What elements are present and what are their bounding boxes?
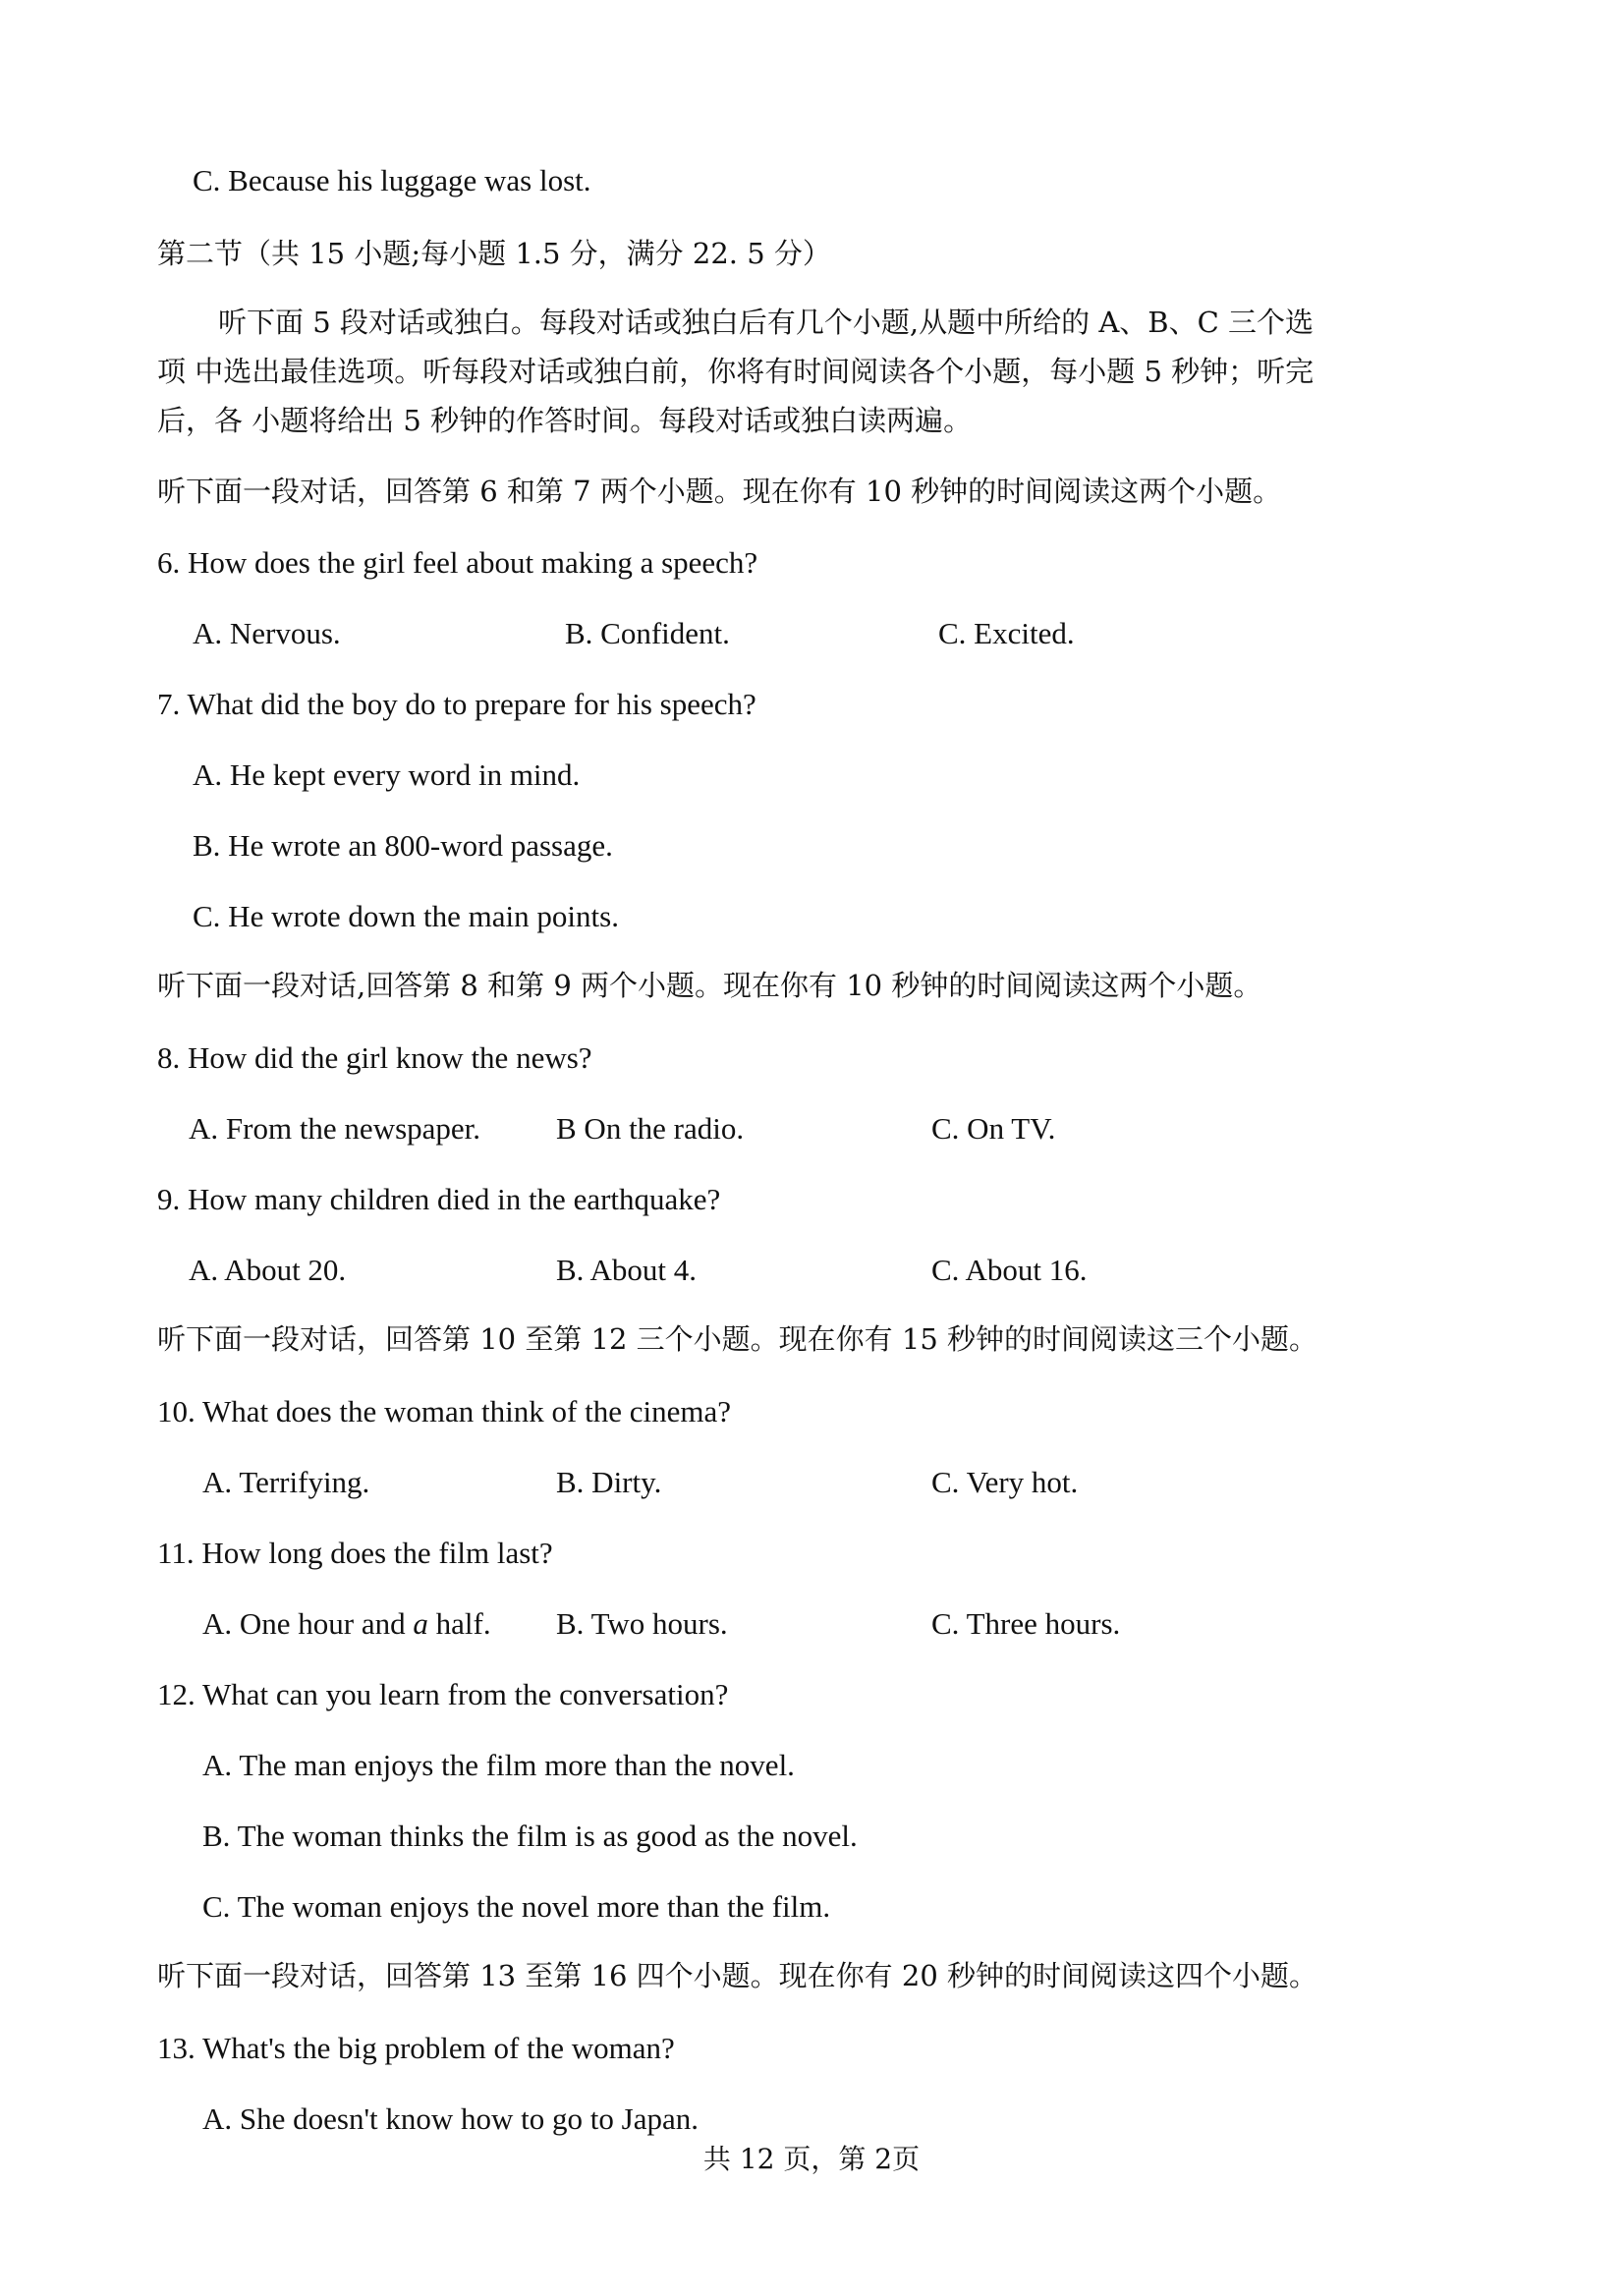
dialogue-intro-10-12: 听下面一段对话，回答第 10 至第 12 三个小题。现在你有 15 秒钟的时间阅读这三个小题。 — [157, 1322, 1318, 1356]
q11-option-a-text-2: half. — [427, 1606, 491, 1641]
question-13: 13. What's the big problem of the woman? — [157, 2031, 675, 2065]
q12-option-b: B. The woman thinks the film is as good as the novel. — [202, 1819, 858, 1853]
q10-option-b: B. Dirty. — [556, 1465, 662, 1499]
question-7: 7. What did the boy do to prepare for his speech? — [157, 687, 756, 721]
q9-option-c: C. About 16. — [931, 1253, 1088, 1287]
q11-option-a-italic: a — [413, 1606, 428, 1641]
instructions-line-2: 项 中选出最佳选项。听每段对话或独白前，你将有时间阅读各个小题，每小题 5 秒钟；听完 — [157, 355, 1315, 388]
question-11: 11. How long does the film last? — [157, 1536, 553, 1570]
q8-option-a: A. From the newspaper. — [189, 1111, 481, 1146]
instructions-line-1: 听下面 5 段对话或独白。每段对话或独白后有几个小题,从题中所给的 A、B、C 三个选 — [218, 306, 1314, 339]
q8-option-c: C. On TV. — [931, 1111, 1056, 1146]
q12-option-c: C. The woman enjoys the novel more than the film. — [202, 1889, 831, 1924]
dialogue-intro-8-9: 听下面一段对话,回答第 8 和第 9 两个小题。现在你有 10 秒钟的时间阅读这两个小题。 — [157, 969, 1262, 1002]
q9-option-b: B. About 4. — [556, 1253, 697, 1287]
question-8: 8. How did the girl know the news? — [157, 1040, 592, 1075]
q7-option-a: A. He kept every word in mind. — [193, 757, 581, 792]
section-heading: 第二节（共 15 小题;每小题 1.5 分，满分 22. 5 分） — [157, 237, 831, 270]
q7-option-c: C. He wrote down the main points. — [193, 899, 619, 933]
question-10: 10. What does the woman think of the cinema? — [157, 1394, 731, 1428]
q8-option-b: B On the radio. — [556, 1111, 745, 1146]
q11-option-a-text-1: A. One hour and — [202, 1606, 414, 1641]
q5-option-c: C. Because his luggage was lost. — [193, 163, 591, 197]
page-footer: 共 12 页，第 2页 — [702, 2143, 921, 2175]
question-12: 12. What can you learn from the conversation? — [157, 1677, 729, 1711]
q11-option-c: C. Three hours. — [931, 1606, 1121, 1641]
q9-option-a: A. About 20. — [189, 1253, 347, 1287]
q12-option-a: A. The man enjoys the film more than the novel. — [202, 1748, 795, 1782]
q10-option-a: A. Terrifying. — [202, 1465, 370, 1499]
q6-option-a: A. Nervous. — [193, 616, 341, 650]
q13-option-a: A. She doesn't know how to go to Japan. — [202, 2101, 699, 2136]
q10-option-c: C. Very hot. — [931, 1465, 1079, 1499]
q11-option-a — [202, 1604, 491, 1644]
q6-option-c: C. Excited. — [938, 616, 1075, 650]
q6-option-b: B. Confident. — [565, 616, 730, 650]
question-6: 6. How does the girl feel about making a speech? — [157, 545, 758, 580]
q11-option-b: B. Two hours. — [556, 1606, 728, 1641]
instructions-line-3: 后，各 小题将给出 5 秒钟的作答时间。每段对话或独白读两遍。 — [157, 404, 973, 437]
q7-option-b: B. He wrote an 800-word passage. — [193, 828, 613, 863]
question-9: 9. How many children died in the earthquake? — [157, 1182, 721, 1216]
dialogue-intro-6-7: 听下面一段对话，回答第 6 和第 7 两个小题。现在你有 10 秒钟的时间阅读这两个小题。 — [157, 475, 1282, 508]
dialogue-intro-13-16: 听下面一段对话，回答第 13 至第 16 四个小题。现在你有 20 秒钟的时间阅读这四个小题。 — [157, 1959, 1318, 1992]
